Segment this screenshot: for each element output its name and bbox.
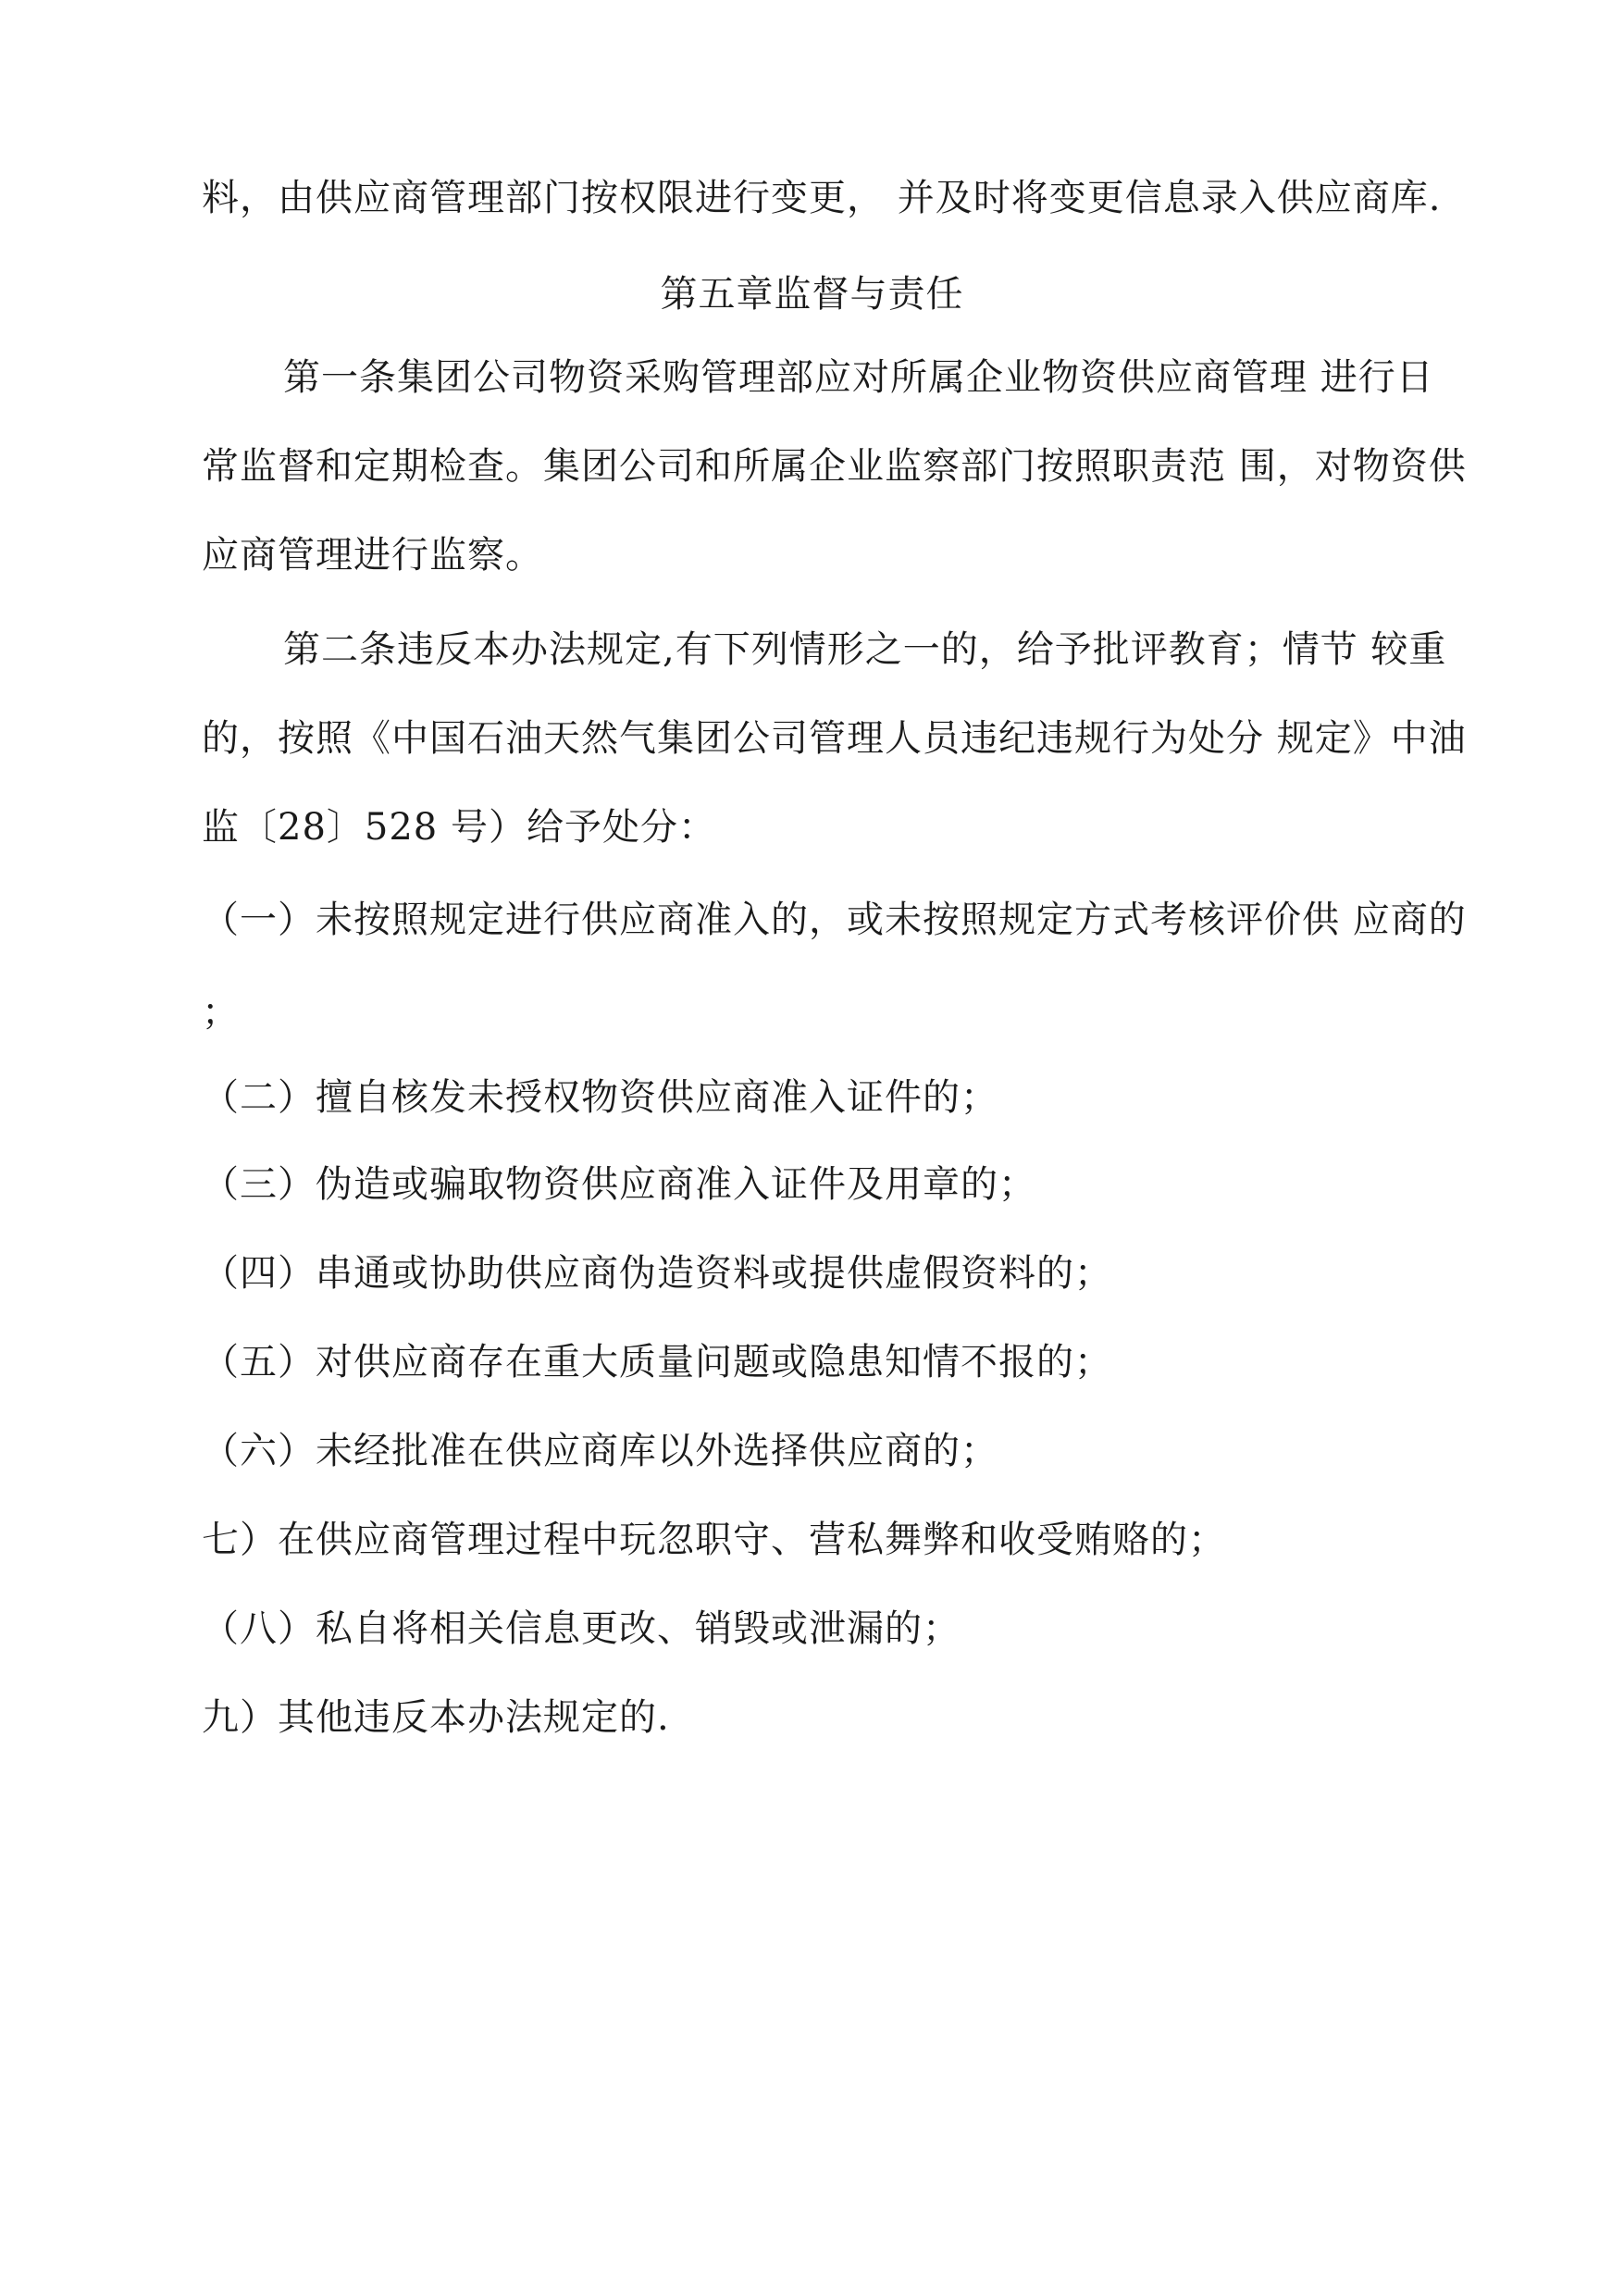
list-item: （一）未按照规定进行供应商准入的，或未按照规定方式考核评价供 应商的 — [202, 899, 1467, 941]
continuation-line: 料，由供应商管理部门按权限进行变更， 并及时将变更信息录入供应商库. — [202, 177, 1442, 219]
list-item: （四）串通或协助供应商伪造资料或提供虚假资料的； — [202, 1252, 1112, 1295]
list-item: ； — [202, 991, 240, 1034]
article1-line3: 应商管理进行监察。 — [202, 534, 543, 577]
chapter-title: 第五章监督与责任 — [660, 273, 964, 316]
list-item: 七）在供应商管理过程中玩忽职守、营私舞弊和收受贿赂的； — [202, 1519, 1226, 1561]
list-item: （三）伪造或骗取物资供应商准入证件及用章的； — [202, 1163, 1036, 1206]
list-item: （二）擅自核发未授权物资供应商准入证件的； — [202, 1076, 998, 1119]
article2-line2: 的，按照《中国石油天然气集团公司管理人员违纪违规行为处分 规定》中油 — [202, 717, 1467, 760]
article1-line2: 常监督和定期检查。集团公司和所属企业监察部门按照职责范 围，对物资供 — [202, 445, 1467, 488]
article2-line1: 第二条违反本办法规定,有下列情形之一的，给予批评教育；情节 较重 — [283, 628, 1447, 671]
list-item: （六）未经批准在供应商库以外选择供应商的； — [202, 1430, 998, 1472]
list-item: （八）私自将相关信息更改、销毁或泄漏的； — [202, 1607, 961, 1650]
article1-line1: 第一条集团公司物资采购管理部应对所属企业物资供应商管理 进行日 — [283, 356, 1434, 399]
list-item: （五）对供应商存在重大质量问题或隐患知情不报的； — [202, 1341, 1112, 1383]
list-item: 九）其他违反本办法规定的. — [202, 1696, 670, 1739]
article2-line3: 监〔28〕528 号）给予处分： — [202, 806, 716, 849]
